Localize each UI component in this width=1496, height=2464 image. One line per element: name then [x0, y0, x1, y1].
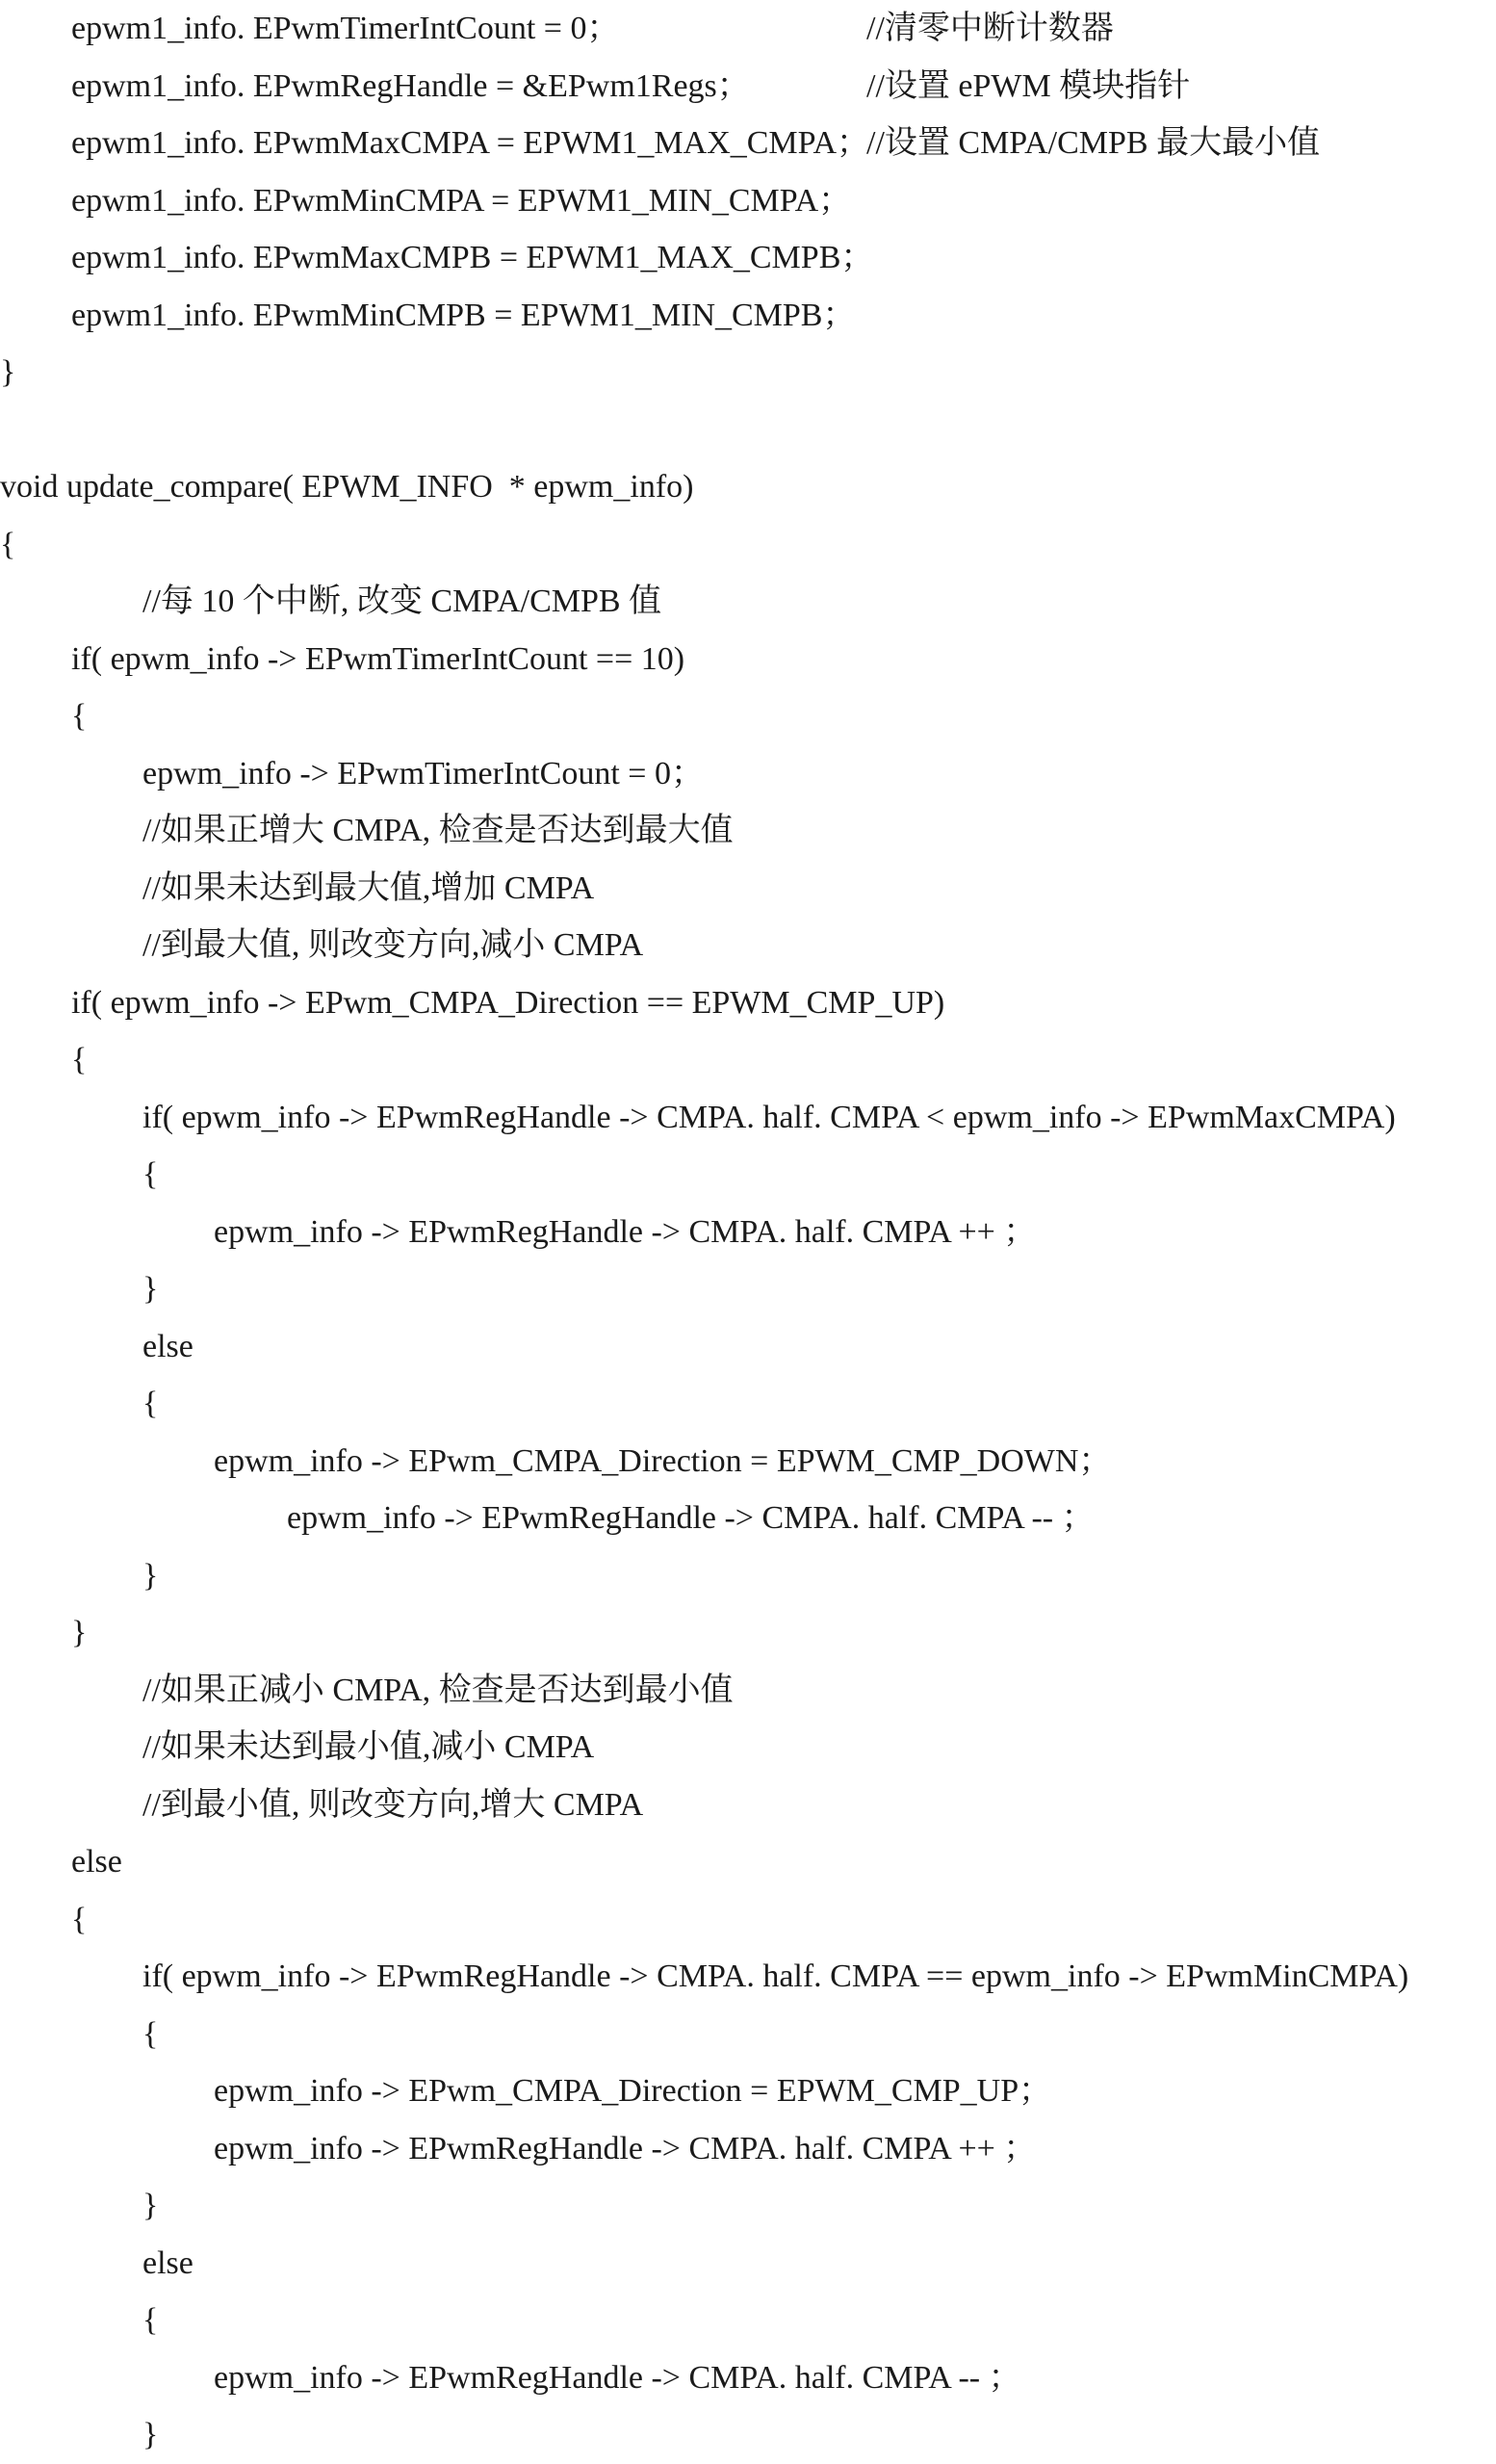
code-line: [0, 860, 1496, 918]
code-line: [0, 58, 1496, 116]
code-statement: {: [71, 1901, 88, 1937]
code-statement: epwm_info -> EPwm_CMPA_Direction = EPWM_CMP_DOWN；: [214, 1442, 1112, 1479]
code-statement: }: [142, 2188, 159, 2223]
code-statement: epwm_info -> EPwm_CMPA_Direction = EPWM_CMP_UP；: [214, 2073, 1052, 2109]
code-line: [0, 1089, 1496, 1147]
code-line: [0, 1260, 1496, 1318]
code-statement: if( epwm_info -> EPwmRegHandle -> CMPA. half. CMPA < epwm_info -> EPwmMaxCMPA): [142, 1099, 1396, 1135]
code-line: [0, 229, 1496, 287]
code-statement: }: [71, 1615, 88, 1650]
code-line: [0, 2006, 1496, 2063]
code-line: [0, 1833, 1496, 1891]
code-statement: {: [71, 698, 88, 734]
code-line: [0, 516, 1496, 574]
code-statement: epwm1_info. EPwmMaxCMPA = EPWM1_MAX_CMPA；: [71, 125, 869, 161]
code-statement: //如果未达到最大值,增加 CMPA: [142, 869, 595, 906]
code-line: [0, 402, 1496, 459]
code-statement: //到最小值, 则改变方向,增大 CMPA: [142, 1786, 644, 1823]
code-statement: //每 10 个中断, 改变 CMPA/CMPB 值: [142, 584, 662, 619]
code-line: [0, 344, 1496, 402]
code-line: [0, 2062, 1496, 2120]
code-statement: {: [0, 526, 16, 562]
code-line: [0, 687, 1496, 745]
code-line: [0, 2406, 1496, 2464]
code-line: [0, 1719, 1496, 1777]
code-statement: //如果正增大 CMPA, 检查是否达到最大值: [142, 813, 734, 848]
code-statement: else: [142, 1328, 193, 1364]
code-line: [0, 745, 1496, 803]
code-comment: //设置 ePWM 模块指针: [866, 67, 1191, 104]
code-comment: //设置 CMPA/CMPB 最大最小值: [866, 125, 1321, 161]
code-line: [0, 917, 1496, 974]
code-line: [0, 2235, 1496, 2293]
code-line: [0, 2120, 1496, 2178]
code-line: [0, 1375, 1496, 1433]
code-line: [0, 1777, 1496, 1834]
code-line: [0, 1604, 1496, 1662]
code-line: [0, 1662, 1496, 1720]
code-line: [0, 2349, 1496, 2407]
code-statement: {: [71, 1042, 88, 1077]
code-statement: epwm_info -> EPwmRegHandle -> CMPA. half. CMPA -- ；: [287, 1500, 1095, 1536]
code-statement: }: [142, 2417, 159, 2452]
code-statement: epwm_info -> EPwmTimerIntCount = 0；: [142, 755, 704, 791]
code-statement: //如果正减小 CMPA, 检查是否达到最小值: [142, 1672, 734, 1708]
code-line: [0, 1204, 1496, 1261]
code-line: [0, 115, 1496, 172]
code-statement: //如果未达到最小值,减小 CMPA: [142, 1729, 595, 1765]
code-statement: else: [142, 2244, 193, 2281]
code-line: [0, 458, 1496, 516]
code-statement: }: [142, 1557, 159, 1594]
code-statement: epwm_info -> EPwmRegHandle -> CMPA. half. CMPA ++ ；: [214, 2130, 1037, 2166]
code-line: [0, 287, 1496, 345]
code-line: [0, 1031, 1496, 1089]
code-statement: epwm1_info. EPwmMinCMPA = EPWM1_MIN_CMPA；: [71, 182, 852, 219]
code-comment: //清零中断计数器: [866, 11, 1114, 46]
code-line: [0, 172, 1496, 230]
code-line: [0, 1490, 1496, 1547]
code-statement: epwm_info -> EPwmRegHandle -> CMPA. half. CMPA ++ ；: [214, 1213, 1037, 1250]
code-statement: {: [142, 2302, 159, 2338]
code-line: [0, 2292, 1496, 2349]
code-line: [0, 573, 1496, 631]
code-line: [0, 1318, 1496, 1376]
code-statement: void update_compare( EPWM_INFO * epwm_info): [0, 469, 694, 505]
code-line: [0, 974, 1496, 1032]
code-line: [0, 1547, 1496, 1605]
code-statement: //到最大值, 则改变方向,减小 CMPA: [142, 927, 644, 963]
code-line: [0, 802, 1496, 860]
code-line: [0, 631, 1496, 688]
code-line: [0, 0, 1496, 58]
code-statement: }: [0, 354, 16, 390]
code-statement: {: [142, 1386, 159, 1421]
code-line: [0, 1433, 1496, 1491]
code-statement: }: [142, 1271, 159, 1307]
code-statement: epwm_info -> EPwmRegHandle -> CMPA. half. CMPA -- ；: [214, 2359, 1021, 2396]
code-statement: else: [71, 1844, 122, 1880]
code-statement: {: [142, 1156, 159, 1192]
code-line: [0, 1891, 1496, 1949]
code-statement: if( epwm_info -> EPwmRegHandle -> CMPA. half. CMPA == epwm_info -> EPwmMinCMPA): [142, 1958, 1409, 1994]
code-statement: epwm1_info. EPwmMaxCMPB = EPWM1_MAX_CMPB；: [71, 240, 874, 275]
code-statement: if( epwm_info -> EPwmTimerIntCount == 10): [71, 640, 685, 677]
code-statement: epwm1_info. EPwmMinCMPB = EPWM1_MIN_CMPB；: [71, 297, 856, 333]
code-statement: epwm1_info. EPwmRegHandle = &EPwm1Regs；: [71, 67, 750, 104]
code-line: [0, 1948, 1496, 2006]
code-statement: if( epwm_info -> EPwm_CMPA_Direction == EPWM_CMP_UP): [71, 984, 945, 1021]
code-statement: epwm1_info. EPwmTimerIntCount = 0；: [71, 11, 620, 46]
code-statement: {: [142, 2015, 159, 2052]
code-line: [0, 1146, 1496, 1204]
code-line: [0, 2177, 1496, 2235]
